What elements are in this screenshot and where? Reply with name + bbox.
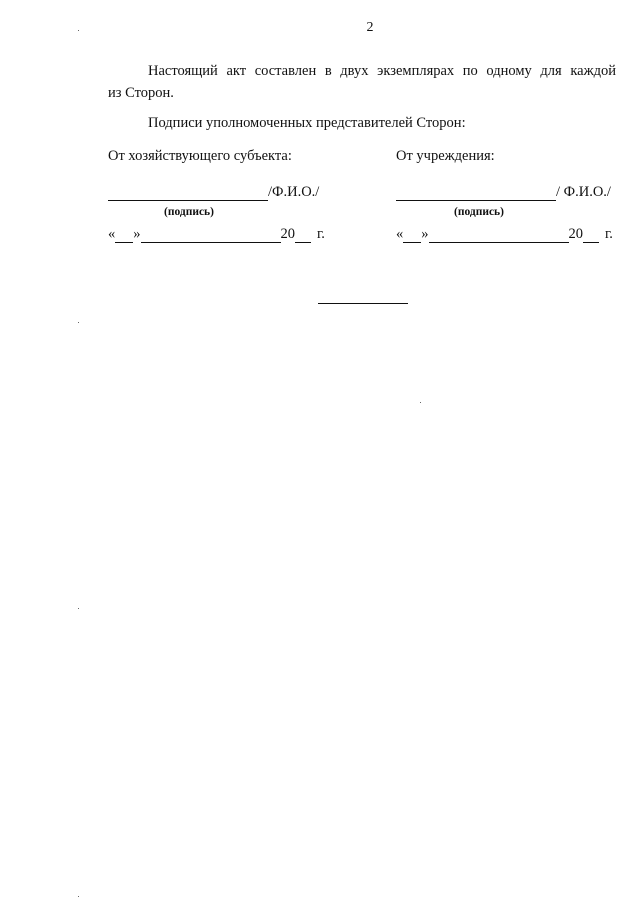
- left-signature-blank[interactable]: [108, 186, 268, 201]
- left-fio-label: /Ф.И.О./: [268, 184, 320, 200]
- left-year-prefix: 20: [280, 226, 295, 242]
- right-fio-label: / Ф.И.О./: [556, 184, 611, 200]
- left-party-title: От хозяйствующего субъекта:: [108, 148, 292, 164]
- right-year-suffix: г.: [605, 226, 613, 242]
- left-year-suffix: г.: [317, 226, 325, 242]
- scan-speck: [78, 30, 79, 31]
- scan-speck: [78, 896, 79, 897]
- right-signature-blank[interactable]: [396, 186, 556, 201]
- left-signature-caption: (подпись): [164, 206, 214, 218]
- right-date-line: [396, 226, 613, 243]
- signatures-heading: Подписи уполномоченных представителей Сторон:: [148, 115, 466, 131]
- scan-speck: [78, 608, 79, 609]
- closing-paragraph-line-1: Настоящий акт составлен в двух экземплярах по одному для каждой: [148, 63, 616, 79]
- right-signature-caption: (подпись): [454, 206, 504, 218]
- scan-speck: [420, 402, 421, 403]
- right-day-blank[interactable]: [403, 228, 421, 243]
- right-party-title: От учреждения:: [396, 148, 495, 164]
- page-number: 2: [366, 20, 374, 35]
- right-date-close-quote: »: [421, 226, 429, 242]
- left-date-close-quote: »: [133, 226, 141, 242]
- end-separator-line: [318, 303, 408, 304]
- closing-paragraph: [108, 60, 616, 104]
- scan-speck: [78, 322, 79, 323]
- left-month-blank[interactable]: [141, 228, 281, 243]
- left-date-open-quote: «: [108, 226, 116, 242]
- left-date-line: [108, 226, 325, 243]
- left-day-blank[interactable]: [115, 228, 133, 243]
- right-date-open-quote: «: [396, 226, 404, 242]
- right-month-blank[interactable]: [429, 228, 569, 243]
- left-year-blank[interactable]: [295, 228, 311, 243]
- closing-paragraph-line-2: из Сторон.: [108, 85, 174, 101]
- right-signature-line: [396, 184, 611, 201]
- left-signature-line: [108, 184, 319, 201]
- right-year-prefix: 20: [568, 226, 583, 242]
- right-year-blank[interactable]: [583, 228, 599, 243]
